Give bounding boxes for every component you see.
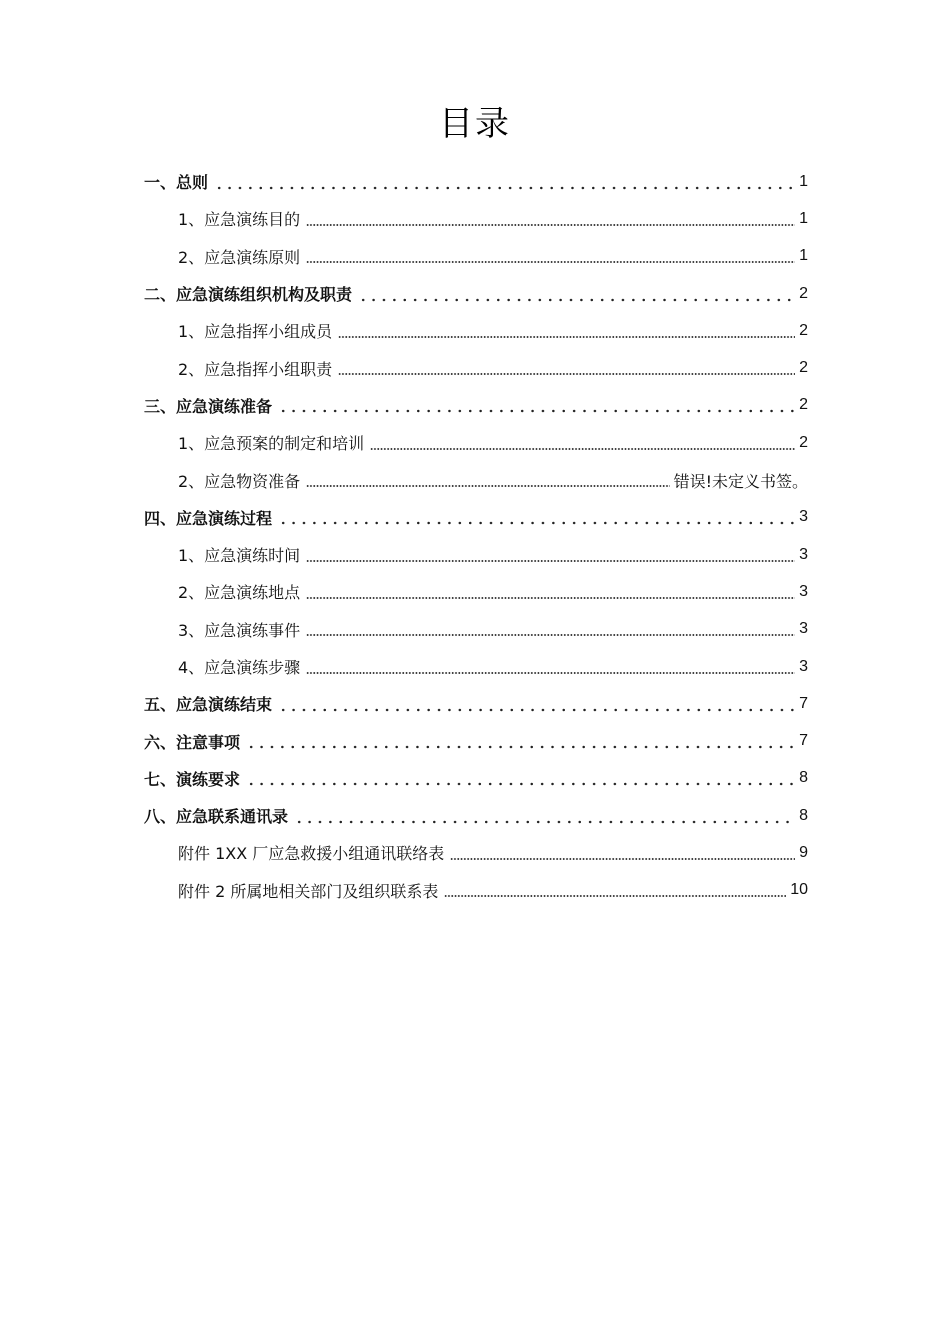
toc-entry[interactable] (144, 760, 808, 797)
toc-entry-label: 2、应急演练地点 (178, 583, 301, 603)
toc-entry-label: 1、应急预案的制定和培训 (178, 434, 365, 454)
toc-entry[interactable] (144, 611, 808, 648)
toc-entry[interactable] (144, 834, 808, 871)
toc-entry-page-number: 7 (799, 732, 808, 750)
toc-entry[interactable] (144, 722, 808, 759)
toc-entry-page-number: 2 (799, 433, 808, 451)
toc-title: 目录 (439, 104, 511, 144)
toc-entry-label: 1、应急指挥小组成员 (178, 322, 333, 342)
dot-leader (358, 286, 795, 304)
toc-entry-page-number: 9 (799, 843, 808, 861)
toc-entry-label: 2、应急指挥小组职责 (178, 359, 333, 379)
toc-entry-label: 附件 2 所属地相关部门及组织联系表 (178, 881, 439, 901)
toc-entry[interactable] (144, 648, 808, 685)
toc-entry[interactable] (144, 461, 808, 498)
toc-entry-label: 七、演练要求 (144, 769, 241, 789)
toc-entry-page-number: 1 (799, 209, 808, 227)
toc-entry[interactable] (144, 163, 808, 200)
toc-entry-label: 一、总则 (144, 173, 209, 193)
toc-entry-page-number: 2 (799, 284, 808, 302)
toc-entry-label: 1、应急演练目的 (178, 210, 301, 230)
toc-entry-page-number: 10 (790, 881, 808, 899)
toc-entry-label: 4、应急演练步骤 (178, 658, 301, 677)
dot-leader (444, 882, 786, 900)
toc-entry-page-number: 2 (799, 359, 808, 377)
table-of-contents (144, 163, 808, 909)
dot-leader (306, 621, 795, 639)
dot-leader (450, 845, 795, 863)
toc-entry-page-number: 2 (799, 321, 808, 339)
dot-leader (214, 174, 795, 192)
dot-leader (306, 211, 795, 229)
dot-leader (306, 547, 795, 565)
toc-entry[interactable] (144, 275, 808, 312)
dot-leader (278, 397, 795, 415)
toc-entry-label: 八、应急联系通讯录 (144, 807, 289, 827)
dot-leader (306, 472, 669, 490)
dot-leader (370, 435, 795, 453)
toc-entry-label: 附件 1XX 厂应急救援小组通讯联络表 (178, 844, 445, 864)
dot-leader (246, 770, 795, 788)
toc-entry[interactable] (144, 424, 808, 461)
toc-entry[interactable] (144, 200, 808, 237)
toc-entry-label: 五、应急演练结束 (144, 695, 273, 715)
toc-entry-page-number: 1 (799, 172, 808, 190)
toc-entry-label: 2、应急演练原则 (178, 247, 301, 267)
dot-leader (294, 808, 795, 826)
toc-entry-label: 二、应急演练组织机构及职责 (144, 285, 353, 305)
dot-leader (306, 584, 795, 602)
dot-leader (306, 659, 795, 677)
toc-entry-label: 1、应急演练时间 (178, 546, 301, 566)
toc-entry-page-number: 3 (799, 508, 808, 526)
toc-entry-page-number: 3 (799, 545, 808, 563)
toc-entry-page-number: 1 (799, 247, 808, 265)
toc-entry-page-number: 7 (799, 694, 808, 712)
toc-entry[interactable] (144, 685, 808, 722)
toc-entry[interactable] (144, 573, 808, 610)
toc-entry[interactable] (144, 312, 808, 349)
toc-entry[interactable] (144, 797, 808, 834)
dot-leader (338, 323, 795, 341)
dot-leader (246, 733, 795, 751)
toc-entry-page-number: 8 (799, 806, 808, 824)
toc-entry-label: 六、注意事项 (144, 732, 241, 752)
dot-leader (278, 509, 795, 527)
toc-entry[interactable] (144, 499, 808, 536)
dot-leader (338, 360, 795, 378)
toc-entry[interactable] (144, 349, 808, 386)
toc-entry-label: 三、应急演练准备 (144, 396, 273, 416)
toc-entry-label: 2、应急物资准备 (178, 471, 301, 491)
toc-entry-page-number: 2 (799, 396, 808, 414)
dot-leader (306, 248, 795, 266)
toc-entry[interactable] (144, 387, 808, 424)
toc-entry-page-number: 错误!未定义书签。 (673, 471, 808, 491)
toc-entry-page-number: 3 (799, 620, 808, 638)
toc-entry-label: 四、应急演练过程 (144, 508, 273, 528)
toc-entry-page-number: 8 (799, 769, 808, 787)
dot-leader (278, 696, 795, 714)
toc-entry-label: 3、应急演练事件 (178, 620, 301, 640)
toc-entry[interactable] (144, 238, 808, 275)
toc-entry-page-number: 3 (799, 657, 808, 675)
toc-entry[interactable] (144, 536, 808, 573)
toc-entry[interactable] (144, 872, 808, 909)
toc-entry-page-number: 3 (799, 582, 808, 600)
